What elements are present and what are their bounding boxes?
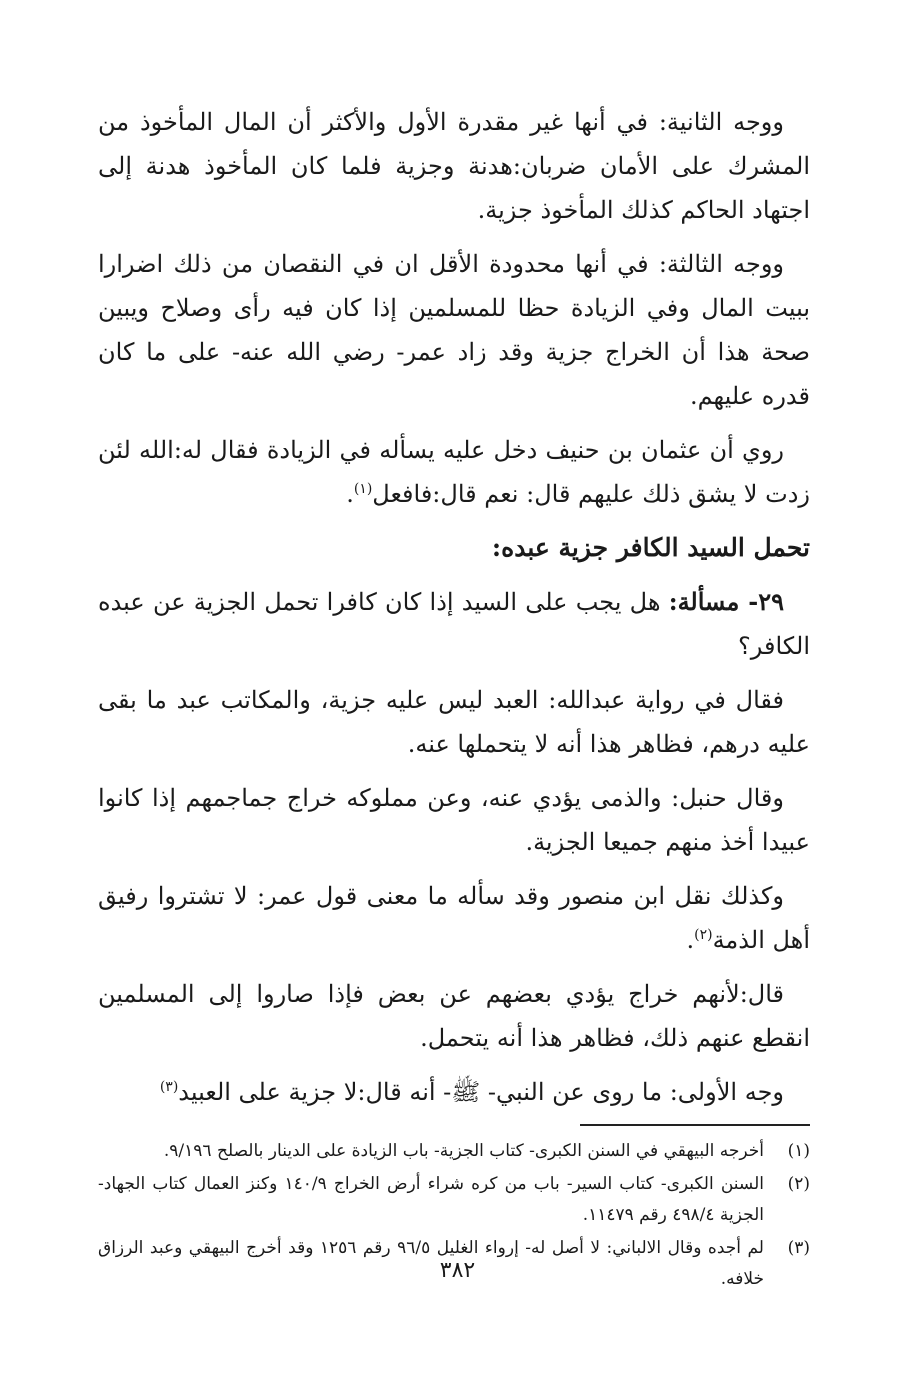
paragraph-text: روي أن عثمان بن حنيف دخل عليه يسأله في الزيادة فقال له:الله لئن زدت لا يشق ذلك عليهم قال: نعم قال:فافعل bbox=[98, 436, 810, 508]
footnote-number: (٣) bbox=[787, 1238, 810, 1258]
paragraph-third-view-reason-3 bbox=[98, 242, 810, 418]
paragraph-abdullah-narration bbox=[98, 678, 810, 766]
footnote-ref-2: (٢) bbox=[694, 927, 713, 943]
paragraph-text: وقال حنبل: والذمى يؤدي عنه، وعن مملوكه خراج جماجمهم إذا كانوا عبيدا أخذ منهم جميعا الجزية. bbox=[98, 784, 810, 856]
question-paragraph bbox=[98, 580, 810, 668]
paragraph-ibn-mansur-narration bbox=[98, 874, 810, 962]
footnote-number: (١) bbox=[787, 1141, 810, 1161]
paragraph-explanation bbox=[98, 972, 810, 1060]
page-number: ٣٨٢ bbox=[439, 1258, 476, 1283]
paragraph-text: فقال في رواية عبدالله: العبد ليس عليه جزية، والمكاتب عبد ما بقى عليه درهم، فظاهر هذا أنه لا يتحملها عنه. bbox=[98, 686, 810, 758]
paragraph-text: ووجه الثانية: في أنها غير مقدرة الأول والأكثر أن المال المأخوذ من المشرك على الأمان ضربان:هدنة وجزية فلما كان المأخوذ هدنة إلى اجتهاد الحاكم كذلك المأخوذ جزية. bbox=[98, 108, 810, 224]
section-heading: تحمل السيد الكافر جزية عبده: bbox=[491, 533, 810, 562]
paragraph-text: وجه الأولى: ما روى عن النبي- ﷺ- أنه قال:لا جزية على العبيد bbox=[178, 1078, 784, 1106]
paragraph-text: ووجه الثالثة: في أنها محدودة الأقل ان في النقصان من ذلك اضرارا ببيت المال وفي الزيادة حظا للمسلمين إذا كان فيه رأى وصلاح ويبين صحة هذا أن الخراج جزية وقد زاد عمر- رضي الله عنه- على ما كان قدره عليهم. bbox=[98, 250, 810, 410]
paragraph-end: . bbox=[686, 926, 695, 954]
question-label: ٢٩- مسألة: bbox=[668, 587, 784, 616]
footnote-1 bbox=[98, 1136, 810, 1167]
paragraph-text: قال:لأنهم خراج يؤدي بعضهم عن بعض فإذا صاروا إلى المسلمين انقطع عنهم ذلك، فظاهر هذا أنه يتحمل. bbox=[98, 980, 810, 1052]
footnote-divider bbox=[580, 1124, 810, 1126]
footnote-text: السنن الكبرى- كتاب السير- باب من كره شراء أرض الخراج ١٤٠/٩ وكنز العمال كتاب الجهاد- الجزية ٤٩٨/٤ رقم ١١٤٧٩. bbox=[98, 1174, 764, 1225]
footnote-number: (٢) bbox=[787, 1174, 810, 1194]
paragraph-uthman-narration bbox=[98, 428, 810, 516]
footnote-text: أخرجه البيهقي في السنن الكبرى- كتاب الجزية- باب الزيادة على الدينار بالصلح ٩/١٩٦. bbox=[163, 1141, 764, 1161]
page-body bbox=[98, 100, 810, 1297]
paragraph-text: وكذلك نقل ابن منصور وقد سأله ما معنى قول عمر: لا تشتروا رفيق أهل الذمة bbox=[98, 882, 810, 954]
footnote-2 bbox=[98, 1169, 810, 1231]
question-text: هل يجب على السيد إذا كان كافرا تحمل الجزية عن عبده الكافر؟ bbox=[98, 588, 810, 660]
footnote-ref-1: (١) bbox=[353, 481, 373, 497]
paragraph-hanbal-narration bbox=[98, 776, 810, 864]
footnote-text: لم أجده وقال الالباني: لا أصل له- إرواء الغليل ٩٦/٥ رقم ١٢٥٦ وقد أخرج البيهقي وعبد الرزاق خلافه. bbox=[98, 1238, 764, 1289]
footnote-ref-3: (٣) bbox=[159, 1079, 179, 1095]
paragraph-third-view-reason-2 bbox=[98, 100, 810, 232]
paragraph-end: . bbox=[346, 480, 354, 508]
paragraph-first-view-reason bbox=[98, 1070, 810, 1114]
